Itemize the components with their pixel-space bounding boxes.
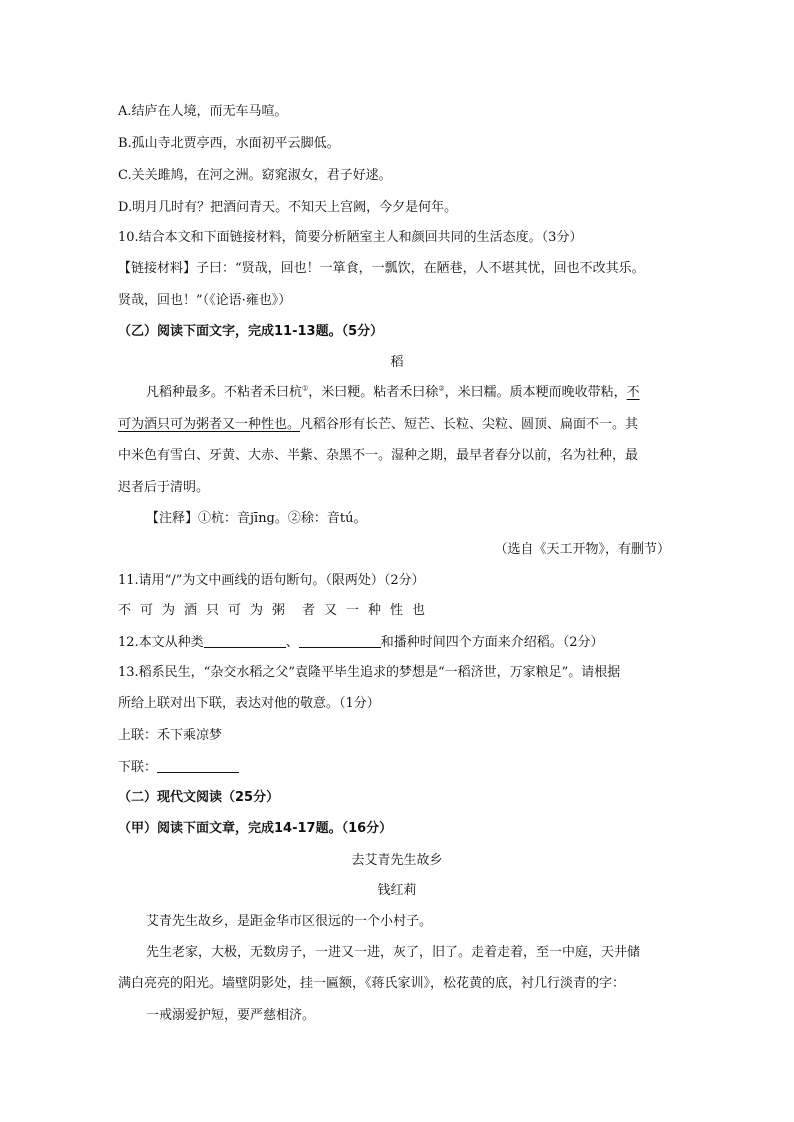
question-13-line1: 13.稻系民生，“杂交水稻之父”袁隆平毕生追求的梦想是“一稻济世，万家粮足”。请根据 [118,665,621,680]
question-10: 10.结合本文和下面链接材料，简要分析陋室主人和颜回共同的生活态度。（3分） [118,230,583,245]
link-material-line2: 贤哉，回也！”（《论语·雍也》） [118,293,292,308]
passage-title: 稻 [390,355,404,370]
underlined-sentence: 不 [626,385,640,400]
passage-line1 [146,384,640,402]
article-author: 钱红莉 [377,883,417,898]
q12-text: 12.本文从种类 [118,635,204,650]
passage-text: 凡稻种最多。不粘者禾曰杭 [146,385,303,400]
underlined-sentence: 可为酒只可为粥者又一种性也。 [118,417,301,432]
passage-note: 【注释】①杭：音jīng。②稌：音tú。 [146,511,367,526]
question-12 [118,633,603,652]
question-11-sentence [118,602,434,620]
passage-text: ，米曰粳。粘者禾曰稌 [308,385,439,400]
footnote-mark-2: ② [438,384,445,393]
passage-text: 凡稻谷形有长芒、短芒、长粒、尖粒、圆顶、扁面不一。其 [300,417,639,432]
xialian-label: 下联： [118,760,158,775]
passage-line2 [118,416,638,434]
q12-text: 和播种时间四个方面来介绍稻。（2分） [380,635,604,650]
passage-line4: 迟者后于清明。 [118,480,210,495]
section-er-heading: （二）现代文阅读（25分） [118,790,280,805]
option-b: B.孤山寺北贾亭西，水面初平云脚低。 [118,136,340,151]
section-yi-heading: （乙）阅读下面文字，完成11-13题。（5分） [118,324,384,339]
footnote-mark-1: ① [302,384,309,393]
option-c: C.关关雎鸠，在河之洲。窈窕淑女，君子好逑。 [118,168,392,183]
answer-blank-1[interactable] [204,633,286,648]
article-title: 去艾青先生故乡 [351,853,443,868]
link-material-line1: 【链接材料】子曰：“贤哉，回也！一箪食，一瓢饮，在陋巷，人不堪其忧，回也不改其乐。 [118,261,645,276]
shanglian: 上联：禾下乘凉梦 [118,728,223,743]
option-d: D.明月几时有？把酒问青天。不知天上宫阙，今夕是何年。 [118,200,458,215]
article-p2-line1: 先生老家，大极，无数房子，一进又一进，灰了，旧了。走着走着，至一中庭，天井储 [146,945,641,960]
question-13-line2: 所给上联对出下联，表达对他的敬意。（1分） [118,696,380,711]
sentence-part: 者又一种性也 [302,603,435,618]
sentence-part: 不可为酒只可为粥 [118,603,295,618]
q12-separator: 、 [285,635,299,650]
article-p3: 一戒溺爱护短，要严慈相济。 [146,1008,316,1023]
option-a: A.结庐在人境，而无车马喧。 [118,104,288,119]
xialian [118,758,239,777]
question-11: 11.请用“/”为文中画线的语句断句。（限两处）（2分） [118,573,425,588]
section-jia-heading: （甲）阅读下面文章，完成14-17题。（16分） [118,821,393,836]
article-p1: 艾青先生故乡，是距金华市区很远的一个小村子。 [146,914,433,929]
passage-source: （选自《天工开物》，有删节） [494,542,670,557]
article-p2-line2: 满白亮亮的阳光。墙壁阴影处，挂一匾额，《蒋氏家训》，松花黄的底，衬几行淡青的字： [118,976,626,991]
answer-blank-2[interactable] [299,633,381,648]
passage-line3: 中米色有雪白、牙黄、大赤、半紫、杂黑不一。湿种之期，最早者春分以前，名为社种，最 [118,448,639,463]
xialian-blank[interactable] [157,758,239,773]
passage-text: ，米曰糯。质本粳而晚收带粘， [444,385,627,400]
